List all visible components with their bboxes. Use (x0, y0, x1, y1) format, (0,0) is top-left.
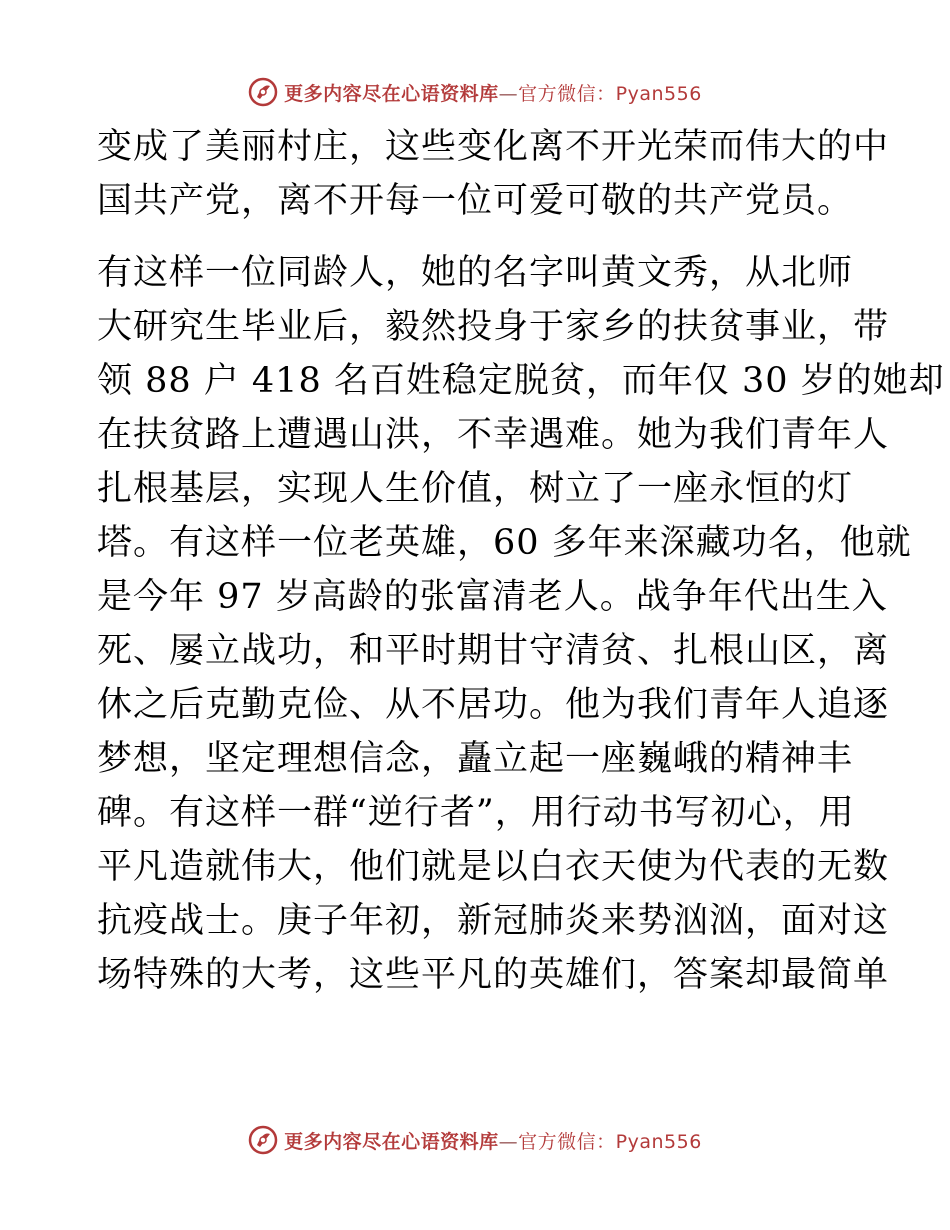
header-wechat-text: 官方微信：Pyan556 (518, 82, 702, 105)
brand-logo-icon (248, 1125, 278, 1155)
footer-watermark-text (284, 1127, 702, 1154)
header-watermark-text (284, 79, 702, 106)
text-line: 塔。有这样一位老英雄，60 多年来深藏功名，他就 (97, 523, 912, 563)
text-line: 抗疫战士。庚子年初，新冠肺炎来势汹汹，面对这 (97, 901, 890, 941)
text-line: 休之后克勤克俭、从不居功。他为我们青年人追逐 (97, 685, 890, 725)
text-line: 场特殊的大考，这些平凡的英雄们，答案却最简单 (97, 955, 890, 995)
text-line: 碑。有这样一群“逆行者”，用行动书写初心，用 (97, 793, 855, 833)
text-line: 大研究生毕业后，毅然投身于家乡的扶贫事业，带 (97, 307, 890, 347)
footer-banner (0, 1120, 950, 1160)
text-line: 是今年 97 岁高龄的张富清老人。战争年代出生入 (97, 577, 888, 617)
text-line: 国共产党，离不开每一位可爱可敬的共产党员。 (97, 181, 854, 221)
text-line: 在扶贫路上遭遇山洪，不幸遇难。她为我们青年人 (97, 415, 890, 455)
footer-site-text: 更多内容尽在心语资料库 (284, 1130, 499, 1153)
text-line: 扎根基层，实现人生价值，树立了一座永恒的灯 (97, 469, 854, 509)
footer-wechat-text: 官方微信：Pyan556 (518, 1130, 702, 1153)
footer-separator: — (498, 1130, 519, 1153)
brand-logo-icon (248, 77, 278, 107)
text-line: 变成了美丽村庄，这些变化离不开光荣而伟大的中 (97, 127, 890, 167)
paragraph-2 (97, 246, 945, 1002)
header-separator: — (498, 82, 519, 105)
text-line: 领 88 户 418 名百姓稳定脱贫，而年仅 30 岁的她却 (97, 361, 945, 401)
text-line: 有这样一位同龄人，她的名字叫黄文秀，从北师 (97, 253, 854, 293)
document-body (97, 120, 945, 1002)
header-banner (0, 72, 950, 112)
text-line: 死、屡立战功，和平时期甘守清贫、扎根山区，离 (97, 631, 890, 671)
paragraph-1 (97, 120, 890, 228)
header-site-text: 更多内容尽在心语资料库 (284, 82, 499, 105)
text-line: 平凡造就伟大，他们就是以白衣天使为代表的无数 (97, 847, 890, 887)
text-line: 梦想，坚定理想信念，矗立起一座巍峨的精神丰 (97, 739, 854, 779)
